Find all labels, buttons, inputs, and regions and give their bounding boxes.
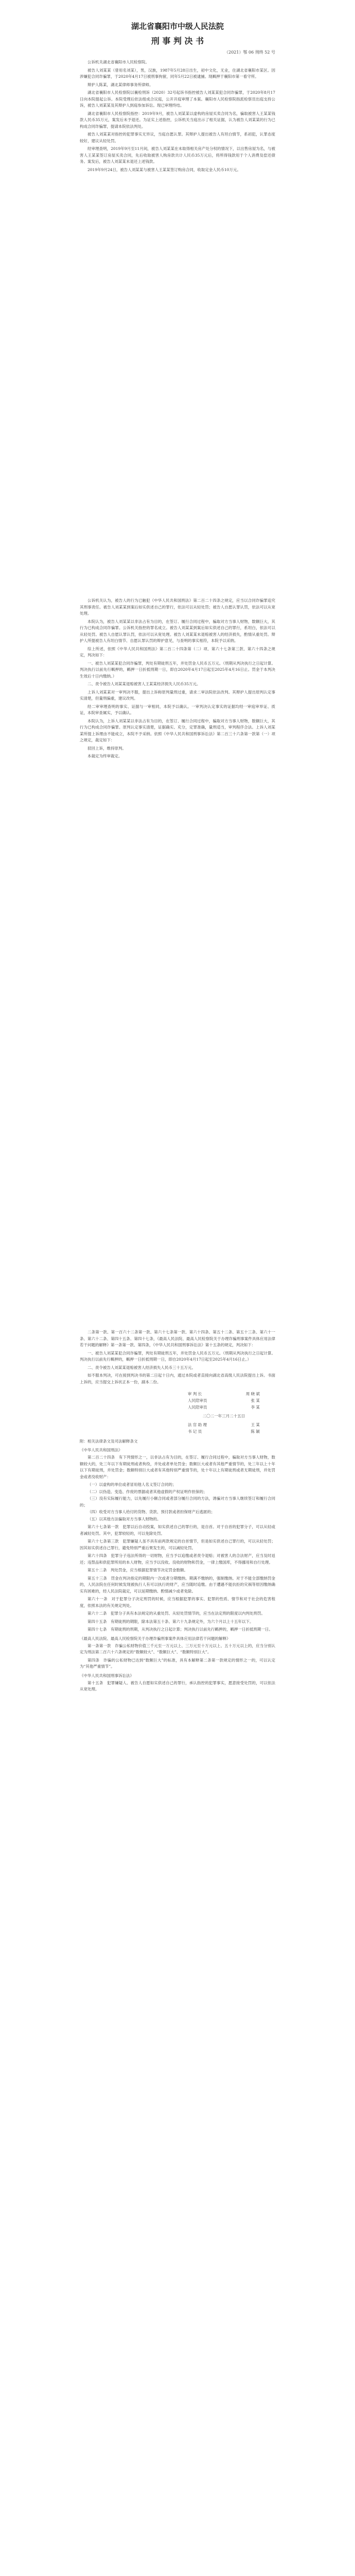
law-article: 第六十四条 犯罪分子违法所得的一切财物，应当予以追缴或者责令退赔；对被害人的合法财产，应当及时返还；违禁品和供犯罪所用的本人财物，应当予以没收。没收的财物和罚金，一律上缴国库，不得挪用和自行处理。 [80,1553,275,1565]
signature-row [188,1421,260,1428]
law-article: 第六十七条第三款 犯罪嫌疑人虽不具有前两款规定的自首情节，但是如实供述自己罪行的，可以从轻处罚；因其如实供述自己罪行，避免特别严重后果发生的，可以减轻处罚。 [80,1539,275,1550]
law-article: 第二百二十四条 有下列情形之一，以非法占有为目的，在签订、履行合同过程中，骗取对方当事人财物，数额较大的，处三年以下有期徒刑或者拘役，并处或者单处罚金；数额巨大或者有其他严重情节的，处三年以上十年以下有期徒刑，并处罚金；数额特别巨大或者有其他特别严重情节的，处十年以上有期徒刑或者无期徒刑，并处罚金或者没收财产： [80,1455,275,1479]
signature-row [188,1397,260,1404]
signature-name: 周 晓 斌 [245,1392,260,1396]
paragraph: 公诉机关认为，被告人的行为已触犯《中华人民共和国刑法》第二百二十四条之规定，应当以合同诈骗罪追究其刑事责任。被告人刘某某到案后如实供述自己的罪行，依法可以从轻处罚；被告人自愿认罪认罚，依法可以从宽处理。 [80,598,275,616]
law-article: （五）以其他方法骗取对方当事人财物的。 [87,1516,161,1521]
law-article: （三）没有实际履行能力，以先履行小额合同或者部分履行合同的方法，诱骗对方当事人继续签订和履行合同的； [80,1496,275,1507]
paragraph: 被告人刘某某（曾用名刘某），男，汉族，1987年5月28日出生，初中文化，无业，住湖北省襄阳市某区。因涉嫌犯合同诈骗罪，于2020年4月17日被刑事拘留，同年5月22日被逮捕。现羁押于襄阳市第一看守所。 [80,67,275,79]
signature-role: 人民陪审员 [188,1398,207,1403]
signature-name: 张 某 [251,1398,260,1403]
paragraph: 综上所述，依照《中华人民共和国刑法》第二百二十四条第（二）项、第六十七条第三款、第六十四条之规定，判决如下： [80,646,275,657]
law-article: 第六十一条 对于犯罪分子决定刑罚的时候，应当根据犯罪的事实、犯罪的性质、情节和对于社会的危害程度，依照本法的有关规定判处。 [80,1597,275,1608]
law-article: 第五十二条 判处罚金，应当根据犯罪情节决定罚金数额。 [87,1568,188,1572]
paragraph: 二、责令被告人刘某某退赔被害人王某某经济损失人民币35万元。 [87,682,201,686]
signature-row [188,1428,260,1435]
paragraph: 一、被告人刘某某犯合同诈骗罪，判处有期徒刑五年，并处罚金人民币五万元。（刑期从判决执行之日起计算。判决执行以前先行羁押的，羁押一日折抵刑期一日，即自2020年4月17日起至2025年4月16日止。） [80,1350,275,1362]
paragraph: 辩护人陈某，湖北某律师事务所律师。 [87,82,153,87]
appendix-heading: 附：相关法律条文及司法解释条文 [80,1439,138,1444]
signature-name: 陈 颖 [251,1429,260,1434]
law-article: 第一条第一款 诈骗公私财物价值三千元至一万元以上、三万元至十万元以上、五十万元以上的，应当分别认定为刑法第二百六十六条规定的“数额较大”、“数额巨大”、“数额特别巨大”。 [80,1643,275,1654]
law-title: 《中华人民共和国刑法》 [80,1448,122,1452]
document-type-title: 刑 事 判 决 书 [151,36,204,46]
law-article: （二）以伪造、变造、作废的票据或者其他虚假的产权证明作担保的； [87,1489,207,1494]
law-article: 第十五条 犯罪嫌疑人、被告人自愿如实供述自己的罪行，承认指控的犯罪事实，愿意接受处罚的，可以依法从宽处理。 [80,1680,275,1691]
law-article: 第六十七条第一款 犯罪以后自动投案，如实供述自己的罪行的，是自首。对于自首的犯罪分子，可以从轻或者减轻处罚。其中，犯罪较轻的，可以免除处罚。 [80,1524,275,1536]
law-title: 《最高人民法院、最高人民检察院关于办理诈骗刑事案件具体应用法律若干问题的解释》 [80,1636,230,1641]
signature-role: 审 判 长 [188,1392,202,1396]
law-article: 第六十二条 犯罪分子具有本法规定的从重处罚、从轻处罚情节的，应当在法定刑的限度以内判处刑罚。 [87,1611,265,1616]
paragraph: 被告人刘某某对指控的犯罪事实无异议，当庭自愿认罪。其辩护人提出被告人有坦白情节，系初犯，认罪态度较好，建议从轻处罚。 [80,132,275,143]
judgment-date: 二〇二一年三月二十五日 [202,1414,245,1418]
law-article: 第五十三条 罚金在判决指定的期限内一次或者分期缴纳。期满不缴纳的，强制缴纳。对于不能全部缴纳罚金的，人民法院在任何时候发现被执行人有可以执行的财产，应当随时追缴。由于遭遇不能抗拒的灾祸等原因缴纳确实有困难的，经人民法院裁定，可以延期缴纳、酌情减少或者免除。 [80,1575,275,1594]
signature-role: 人民陪审员 [188,1405,207,1410]
paragraph: 湖北省襄阳市人民检察院以襄检刑诉（2020）32号起诉书指控被告人刘某某犯合同诈骗罪，于2020年8月17日向本院提起公诉。本院受理后依法组成合议庭，公开开庭审理了本案。襄阳市人民检察院指派检察员出庭支持公诉，被告人刘某某及其辩护人到庭参加诉讼。现已审理终结。 [80,90,275,108]
law-article: （一）以虚构的单位或者冒用他人名义签订合同的； [87,1482,176,1487]
document-page-3 [80,1329,275,1694]
paragraph: 经审理查明，2019年9月至11月间，被告人刘某某在未取得相关房产处分权的情况下，以出售房屋为名，与被害人王某某签订房屋买卖合同，先后收取被害人购房款共计人民币35万元后，将所得钱款用于个人消费及偿还债务。案发后，被告人刘某某未退还上述钱款。 [80,146,275,164]
law-article: 第四十七条 有期徒刑的刑期，从判决执行之日起计算；判决执行以前先行羁押的，羁押一日折抵刑期一日。 [87,1627,273,1632]
law-article: （四）收受对方当事人给付的货物、货款、预付款或者担保财产后逃匿的； [87,1510,215,1514]
case-number: （2021）鄂 06 刑终 52 号 [224,50,275,55]
signature-name: 王 某 [251,1422,260,1427]
signature-role: 书 记 员 [188,1429,202,1434]
paragraph: 二、责令被告人刘某某退赔被害人经济损失人民币三十五万元。 [87,1365,196,1370]
signature-row [188,1391,260,1397]
paragraph: 驳回上诉，维持原判。 [87,745,126,751]
law-article: 第四十五条 有期徒刑的期限，除本法第五十条、第六十九条规定外，为六个月以上十五年以下。 [87,1619,254,1624]
law-title: 《中华人民共和国刑事诉讼法》 [80,1673,134,1678]
signature-name: 李 某 [251,1405,260,1410]
law-article: 第四条 诈骗的公私财物已达到“数额巨大”的标准，具有本解释第二条第一款规定的情形之一的，可以认定为“其他严重情节”。 [80,1657,275,1669]
paragraph: 经二审审理查明的事实、证据与一审相同，本院予以确认。一审判决认定事实的证据均经一审庭审举证、质证，本院审查属实，予以确认。 [80,704,275,715]
paragraph: 公诉机关湖北省襄阳市人民检察院。 [87,60,149,64]
paragraph: 一、被告人刘某某犯合同诈骗罪，判处有期徒刑五年，并处罚金人民币五万元。（刑期从判决执行之日起计算。判决执行以前先行羁押的，羁押一日折抵刑期一日，即自2020年4月17日起至2025年4月16日止。罚金于本判决生效后十日内缴纳。） [80,660,275,679]
paragraph: 上诉人刘某某对一审判决不服，提出上诉称原判量刑过重，请求二审法院依法改判。其辩护人提出原判认定事实清楚，但量刑偏重，建议改判。 [80,689,275,701]
document-page-1 [80,21,275,175]
paragraph: 本院认为，上诉人刘某某以非法占有为目的，在签订、履行合同过程中，骗取对方当事人财物，数额巨大，其行为已构成合同诈骗罪。原判认定事实清楚，证据确实、充分，定罪准确，量刑适当，审判程序合法。上诉人刘某某所提上诉理由不能成立，本院不予采纳。依照《中华人民共和国刑事诉讼法》第二百三十六条第一款第（一）项之规定，裁定如下： [80,718,275,742]
paragraph: 本裁定为终审裁定。 [87,754,122,758]
signature-row [188,1404,260,1411]
document-page-2 [80,598,275,761]
signature-block [188,1391,260,1435]
paragraph: 湖北省襄阳市人民检察院指控：2019年9月，被告人刘某某以虚构的房屋买卖合同为名，骗取被害人王某某钱款人民币35万元，案发后未予退还。为证实上述指控，公诉机关当庭出示了相关证据，认为被告人刘某某的行为已构成合同诈骗罪，提请本院依法判处。 [80,111,275,129]
paragraph: 2019年9月24日，被告人刘某某与被害人王某某签订购房合同，收取定金人民币10万元。 [87,167,241,172]
signature-role: 法 官 助 理 [188,1422,207,1427]
paragraph: 如不服本判决，可在接到判决书的第二日起十日内，通过本院或者直接向湖北省高级人民法院提出上诉。书面上诉的，应当提交上诉状正本一份，副本二份。 [80,1373,275,1384]
court-name: 湖北省襄阳市中级人民法院 [131,22,224,31]
paragraph: 二条第一款、第一百六十二条第一款、第六十七条第一款、第六十四条、第五十二条、第五十三条、第六十一条、第六十二条、第四十五条、第四十七条，《最高人民法院、最高人民检察院关于办理诈骗刑事案件具体应用法律若干问题的解释》第一条第一款、第四条，《中华人民共和国刑事诉讼法》第十五条的规定，判决如下： [80,1330,275,1347]
paragraph: 本院认为，被告人刘某某以非法占有为目的，在签订、履行合同过程中，骗取对方当事人财物，数额巨大，其行为已构成合同诈骗罪。公诉机关指控的罪名成立。被告人刘某某到案后如实供述自己的罪行，系坦白，依法可以从轻处罚。被告人自愿认罪认罚，依法可以从宽处理。被告人刘某某未退赔被害人的经济损失，酌情从重处罚。辩护人所提被告人有坦白情节、自愿认罪认罚的辩护意见，与查明的事实相符，本院予以采纳。 [80,619,275,643]
